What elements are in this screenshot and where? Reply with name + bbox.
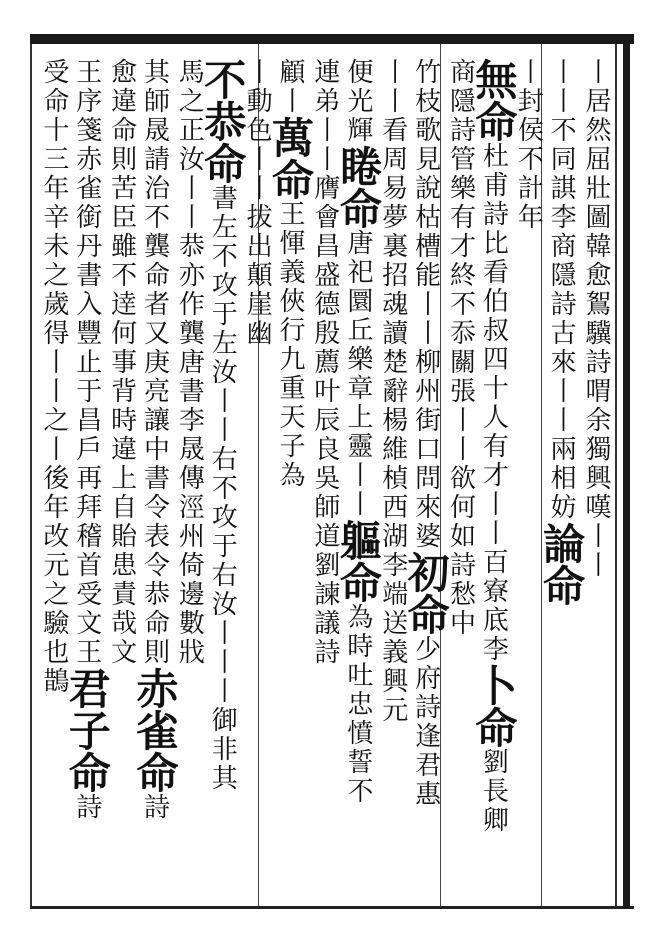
heading-term: 無命 [469, 58, 519, 142]
heading-term: 初命 [401, 551, 451, 635]
text-column [198, 58, 248, 903]
text-segment: 少府詩逢君惠 [410, 635, 441, 809]
text-column [401, 58, 451, 903]
text-column [333, 58, 383, 903]
frame-right-inner-line [615, 44, 617, 906]
text-segment: 詩 [71, 793, 102, 822]
text-column [130, 58, 180, 903]
text-segment: 動色丨丨拔出顛崖幽 [242, 87, 273, 348]
heading-term: 睠命 [333, 145, 383, 229]
heading-term: 軀命 [333, 519, 383, 603]
text-segment: 丨 [242, 58, 273, 87]
heading-term: 赤雀命 [130, 667, 180, 793]
text-column [578, 58, 612, 903]
text-segment: 其師晟請治不龔命者又庚亮讓中書令表令恭命則 [139, 58, 170, 667]
text-segment: 愈違命則苦臣雖不逹何事背時違上自貽患責哉 [106, 58, 137, 638]
text-segment: 竹枝歌見說枯槽能丨丨柳州街口問來婆 [410, 58, 441, 551]
text-segment: 丨居然屈壯圖韓愈鴽驥詩喟余獨興嘆丨丨 [580, 58, 611, 580]
text-segment: 鵲 [38, 667, 69, 696]
text-segment: 詩 [139, 793, 170, 822]
text-column [510, 58, 544, 903]
text-segment: 連弟丨丨 [309, 58, 340, 174]
heading-term: 論命 [537, 522, 587, 606]
text-segment: 書左不攻于左汝丨丨右不攻于右汝丨丨丨御非其 [207, 184, 238, 793]
text-segment: 詩愁中 [445, 551, 476, 638]
text-segment: 受命十三年辛未之歲得丨丨之丨後年改元之驗也 [38, 58, 69, 667]
text-column [469, 58, 519, 903]
text-segment: 杜甫詩比看伯叔四十人有才丨丨百寮底李 [478, 142, 509, 664]
text-segment: 商隱詩管樂有才終不忝關張丨丨欲何如 [445, 58, 476, 551]
text-segment: 丨丨看周易夢裏招魂讀楚辭楊維楨西湖 [377, 58, 408, 551]
heading-term: 卜命 [469, 664, 519, 748]
text-column [443, 58, 477, 903]
text-segment: 膺會昌盛德殷薦叶辰良 [309, 174, 340, 464]
heading-term: 君子命 [62, 667, 112, 793]
text-segment: 為時吐忠憤誓不 [342, 603, 373, 806]
text-segment: 顧丨 [275, 58, 306, 116]
text-segment: 文 [106, 638, 137, 667]
text-segment: 王序箋赤雀銜丹書入豐止于昌戶再拜稽首受文王 [71, 58, 102, 667]
frame-left-border [30, 44, 32, 906]
text-column [239, 58, 273, 903]
frame-top-border [30, 34, 634, 44]
text-segment: 劉長卿 [478, 748, 509, 835]
text-segment: 吳師道劉諫議詩 [309, 464, 340, 667]
text-column [537, 58, 587, 903]
heading-term: 不恭命 [198, 58, 248, 184]
text-column [266, 58, 316, 903]
text-segment: 馬之正汝丨丨恭亦作龔唐書李晟傳涇州倚邊數戕 [174, 58, 205, 667]
text-segment: 王惲義俠行九重天子為 [275, 200, 306, 490]
text-segment: 丨丨不同諆李商隱詩古來丨丨兩相妨 [546, 58, 577, 522]
text-segment: 便光輝 [342, 58, 373, 145]
heading-term: 萬命 [266, 116, 316, 200]
text-column [36, 58, 70, 903]
text-column [62, 58, 112, 903]
text-segment: 唐祀圜丘樂章上靈丨丨 [342, 229, 373, 519]
frame-right-border [623, 34, 630, 909]
text-segment: 李端送義興元 [377, 551, 408, 725]
text-segment: 丨封侯不計年 [513, 58, 544, 232]
frame-bottom-border [30, 906, 634, 909]
